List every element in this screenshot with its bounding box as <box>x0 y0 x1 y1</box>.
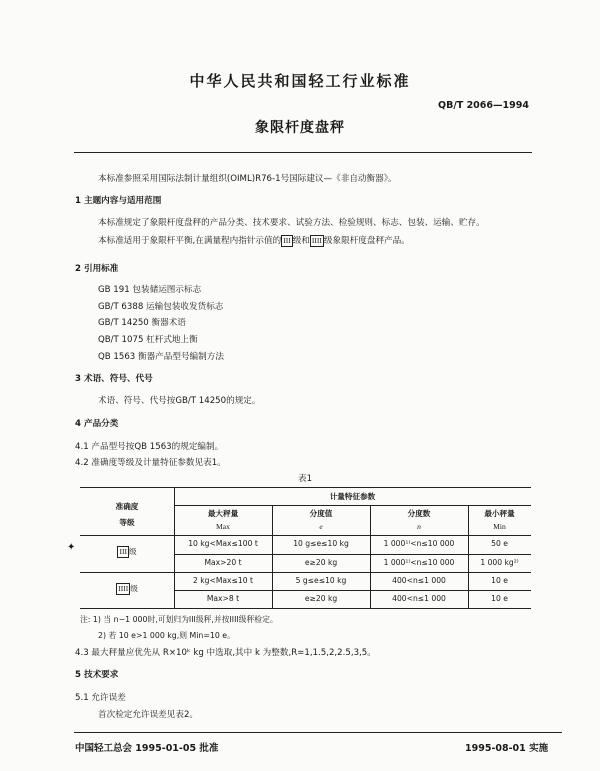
symbol-e: e <box>319 522 323 531</box>
clause-4-1: 4.1 产品型号按QB 1563的规定编制。 <box>75 442 224 452</box>
clause-4-3: 4.3 最大秤量应优先从 R×10ᵏ kg 中选取,其中 k 为整数,R=1,1.5,2,2.5,3,5。 <box>75 648 376 658</box>
table-hline <box>174 590 531 591</box>
table-vline <box>272 505 273 608</box>
class-iiii-box: IIII <box>311 235 322 245</box>
class-cell-iii <box>80 546 174 558</box>
table-cell: 10 e <box>491 576 508 585</box>
table-cell: e≥20 kg <box>304 594 338 603</box>
clause-5-1-text: 首次检定允许误差见表2。 <box>98 710 198 720</box>
p2-text-a: 本标准适用于象限杆平衡,在满量程内指针示值的 <box>98 236 282 246</box>
table-hline <box>80 572 531 573</box>
section-1-paragraph-1: 本标准规定了象限杆度盘秤的产品分类、技术要求、试验方法、检验规则、标志、包装、运输、贮存。 <box>98 218 485 228</box>
table-hline <box>174 505 531 506</box>
table-cell: 1 000¹⁾<n≤10 000 <box>383 539 455 548</box>
table-note-2: 2) 若 10 e>1 000 kg,则 Min=10 e。 <box>98 631 235 640</box>
table-note-1: 注: 1) 当 n−1 000时,可划归为III级秤,并按IIII级秤检定。 <box>80 615 278 624</box>
section-1-paragraph-2 <box>98 234 410 247</box>
table-cell: 2 kg<Max≤10 t <box>193 576 253 585</box>
org-title: 中华人民共和国轻工行业标准 <box>189 72 411 90</box>
table-cell: 5 g≤e≤10 kg <box>295 576 347 585</box>
section-2-heading: 2 引用标准 <box>75 264 119 274</box>
approval-info: 中国轻工总会 1995-01-05 批准 <box>75 743 219 754</box>
table-vline <box>370 505 371 608</box>
footer-rule <box>74 732 562 733</box>
p2-text-c: 级象限杆度盘秤产品。 <box>323 236 410 246</box>
header-metrology-params: 计量特征参数 <box>329 492 376 501</box>
class-suffix: 级 <box>128 547 137 556</box>
table-caption: 表1 <box>297 474 313 484</box>
standard-number: QB/T 2066—1994 <box>438 100 529 111</box>
section-4-heading: 4 产品分类 <box>75 419 119 429</box>
margin-star-mark: ✦ <box>67 542 76 553</box>
reference-item: GB/T 14250 衡器术语 <box>98 318 186 328</box>
table-cell: Max>8 t <box>206 594 240 603</box>
table-cell: 1 000¹⁾<n≤10 000 <box>383 558 455 567</box>
document-title: 象限杆度盘秤 <box>255 120 345 136</box>
table-cell: 1 000 kg²⁾ <box>480 558 519 567</box>
table-1 <box>80 487 531 609</box>
header-scale-interval: 分度值 <box>309 509 333 518</box>
class-cell-iiii <box>80 583 174 595</box>
class-suffix: 级 <box>130 584 138 593</box>
table-hline <box>174 554 531 555</box>
reference-item: GB/T 6388 运输包装收发货标志 <box>98 302 224 312</box>
class-iii-box: III <box>283 235 291 245</box>
header-min-capacity: 最小秤量 <box>484 509 515 518</box>
table-cell: 400<n≤1 000 <box>392 594 446 603</box>
section-5-heading: 5 技术要求 <box>75 670 119 680</box>
table-vline <box>468 505 469 608</box>
table-hline <box>80 535 531 536</box>
table-cell: 50 e <box>491 539 508 548</box>
symbol-max: Max <box>216 522 230 531</box>
section-3-paragraph: 术语、符号、代号按GB/T 14250的规定。 <box>98 396 261 406</box>
clause-5-1: 5.1 允许误差 <box>75 693 126 703</box>
intro-paragraph: 本标准参照采用国际法制计量组织(OIML)R76-1号国际建议—《非自动衡器》。 <box>98 174 397 184</box>
symbol-n: n <box>417 522 421 531</box>
clause-4-2: 4.2 准确度等级及计量特征参数见表1。 <box>75 458 226 468</box>
section-1-heading: 1 主题内容与适用范围 <box>75 196 162 206</box>
header-max-capacity: 最大秤量 <box>207 509 239 518</box>
class-iiii-label: IIII <box>118 584 129 593</box>
symbol-min: Min <box>493 522 506 531</box>
p2-text-b: 级和 <box>292 236 310 246</box>
reference-item: GB 191 包装储运图示标志 <box>98 285 202 295</box>
table-cell: 10 kg<Max≤100 t <box>188 539 258 548</box>
table-cell: Max>20 t <box>204 558 242 567</box>
table-cell: 10 g≤e≤10 kg <box>293 539 349 548</box>
class-iii-label: III <box>119 547 127 556</box>
table-cell: 400<n≤1 000 <box>392 576 446 585</box>
header-accuracy-class: 准确度 等级 <box>115 502 139 527</box>
implementation-date: 1995-08-01 实施 <box>465 743 549 754</box>
section-3-heading: 3 术语、符号、代号 <box>75 374 153 384</box>
reference-item: QB/T 1075 杠杆式地上衡 <box>98 335 198 345</box>
header-division-count: 分度数 <box>407 509 431 518</box>
table-cell: e≥20 kg <box>304 558 338 567</box>
header-rule <box>74 152 532 153</box>
table-cell: 10 e <box>491 594 508 603</box>
reference-item: QB 1563 衡器产品型号编制方法 <box>98 352 224 362</box>
